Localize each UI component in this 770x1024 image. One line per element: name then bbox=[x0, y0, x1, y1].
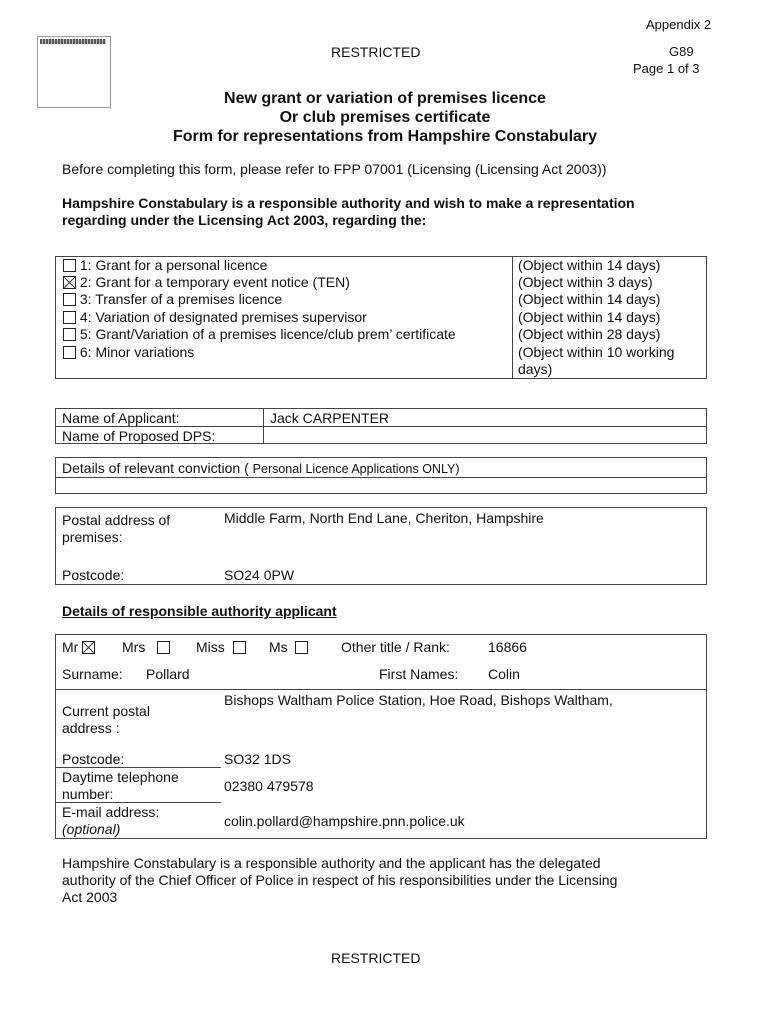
option-row-1[interactable] bbox=[63, 257, 267, 273]
checkbox-miss[interactable] bbox=[233, 641, 246, 654]
applicant-row-divider bbox=[55, 426, 707, 427]
email-value[interactable]: colin.pollard@hampshire.pnn.police.uk bbox=[224, 813, 465, 829]
authority-address-label-2: address : bbox=[62, 720, 120, 736]
option-label-4: 4: Variation of designated premises supervisor bbox=[79, 309, 367, 325]
email-row-divider bbox=[55, 802, 221, 803]
title-miss-label: Miss bbox=[196, 639, 225, 655]
other-title-value[interactable]: 16866 bbox=[488, 639, 527, 655]
surname-value[interactable]: Pollard bbox=[146, 666, 190, 682]
authority-address-label-1: Current postal bbox=[62, 703, 150, 719]
deadline-2: (Object within 3 days) bbox=[518, 274, 653, 290]
phone-value[interactable]: 02380 479578 bbox=[224, 778, 314, 794]
option-row-2[interactable] bbox=[63, 274, 350, 290]
authority-postcode-label: Postcode: bbox=[62, 751, 125, 767]
authority-row-divider bbox=[55, 689, 707, 690]
title-line-3: Form for representations from Hampshire Constabulary bbox=[172, 128, 598, 145]
authority-postcode-value[interactable]: SO32 1DS bbox=[224, 751, 291, 767]
title-mrs-label: Mrs bbox=[122, 639, 146, 655]
first-names-value[interactable]: Colin bbox=[488, 666, 520, 682]
option-label-1: 1: Grant for a personal licence bbox=[79, 257, 268, 273]
applicant-name-value[interactable]: Jack CARPENTER bbox=[270, 410, 390, 426]
title-mrs[interactable] bbox=[122, 639, 170, 655]
premises-postcode-label: Postcode: bbox=[62, 567, 125, 583]
classification-header: RESTRICTED bbox=[331, 44, 421, 60]
title-line-1: New grant or variation of premises licence bbox=[224, 90, 546, 107]
page-number: Page 1 of 3 bbox=[633, 61, 700, 76]
deadline-5: (Object within 28 days) bbox=[518, 326, 661, 342]
first-names-label: First Names: bbox=[379, 666, 459, 682]
intro-text: Before completing this form, please refer to FPP 07001 (Licensing (Licensing Act 2003)) bbox=[62, 161, 607, 177]
closing-line-2: authority of the Chief Officer of Police in respect of his responsibilities under the Licensing bbox=[62, 872, 618, 888]
option-row-6[interactable] bbox=[63, 344, 194, 360]
option-row-5[interactable] bbox=[63, 326, 456, 342]
deadline-4: (Object within 14 days) bbox=[518, 309, 661, 325]
statement-line-2: regarding under the Licensing Act 2003, regarding the: bbox=[62, 212, 427, 228]
option-label-5: 5: Grant/Variation of a premises licence/club prem’ certificate bbox=[79, 326, 456, 342]
title-mr-label: Mr bbox=[62, 639, 79, 655]
title-line-2: Or club premises certificate bbox=[279, 109, 491, 126]
other-title-label: Other title / Rank: bbox=[341, 639, 450, 655]
stamp-text bbox=[40, 39, 106, 44]
checkbox-3[interactable] bbox=[63, 293, 76, 306]
statement-line-1: Hampshire Constabulary is a responsible authority and wish to make a representation bbox=[62, 195, 635, 211]
deadline-6: (Object within 10 working bbox=[518, 344, 675, 360]
options-divider bbox=[512, 256, 513, 379]
closing-line-3: Act 2003 bbox=[62, 889, 118, 905]
appendix-label: Appendix 2 bbox=[646, 17, 712, 32]
phone-label-1: Daytime telephone bbox=[62, 769, 179, 785]
applicant-name-label: Name of Applicant: bbox=[62, 410, 180, 426]
proposed-dps-label: Name of Proposed DPS: bbox=[62, 428, 216, 444]
conviction-value[interactable] bbox=[62, 479, 702, 493]
surname-label: Surname: bbox=[62, 666, 123, 682]
premises-postcode-value[interactable]: SO24 0PW bbox=[224, 567, 295, 583]
form-code: G89 bbox=[669, 44, 694, 59]
option-row-4[interactable] bbox=[63, 309, 367, 325]
option-row-3[interactable] bbox=[63, 291, 282, 307]
conviction-note: Personal Licence Applications ONLY) bbox=[252, 462, 460, 476]
deadline-3: (Object within 14 days) bbox=[518, 291, 661, 307]
email-optional-note: (optional) bbox=[62, 821, 121, 837]
title-ms-label: Ms bbox=[269, 639, 288, 655]
conviction-label-text: Details of relevant conviction ( bbox=[62, 460, 249, 476]
conviction-row-divider bbox=[55, 477, 707, 478]
title-ms[interactable] bbox=[269, 639, 308, 655]
premises-address-label-2: premises: bbox=[62, 529, 123, 545]
closing-line-1: Hampshire Constabulary is a responsible authority and the applicant has the delegated bbox=[62, 855, 601, 871]
premises-address-label-1: Postal address of bbox=[62, 512, 171, 528]
title-mr[interactable] bbox=[62, 639, 95, 655]
checkbox-2-checked[interactable] bbox=[63, 276, 76, 289]
checkbox-4[interactable] bbox=[63, 311, 76, 324]
authority-address-value[interactable]: Bishops Waltham Police Station, Hoe Road, Bishops Waltham, bbox=[224, 692, 613, 708]
checkbox-mr-checked[interactable] bbox=[82, 641, 95, 654]
checkbox-5[interactable] bbox=[63, 328, 76, 341]
conviction-label bbox=[62, 460, 459, 476]
checkbox-ms[interactable] bbox=[295, 641, 308, 654]
deadline-6-cont: days) bbox=[518, 361, 553, 377]
phone-label-2: number: bbox=[62, 786, 114, 802]
classification-footer: RESTRICTED bbox=[331, 950, 421, 966]
option-label-3: 3: Transfer of a premises licence bbox=[79, 291, 283, 307]
option-label-2: 2: Grant for a temporary event notice (TEN) bbox=[79, 274, 350, 290]
phone-row-divider bbox=[55, 767, 221, 768]
checkbox-6[interactable] bbox=[63, 346, 76, 359]
premises-address-value[interactable]: Middle Farm, North End Lane, Cheriton, Hampshire bbox=[224, 510, 544, 526]
deadline-1: (Object within 14 days) bbox=[518, 257, 661, 273]
email-label: E-mail address: bbox=[62, 804, 160, 820]
checkbox-mrs[interactable] bbox=[157, 641, 170, 654]
title-miss[interactable] bbox=[196, 639, 246, 655]
checkbox-1[interactable] bbox=[63, 259, 76, 272]
option-label-6: 6: Minor variations bbox=[79, 344, 195, 360]
authority-heading: Details of responsible authority applicant bbox=[62, 603, 337, 619]
